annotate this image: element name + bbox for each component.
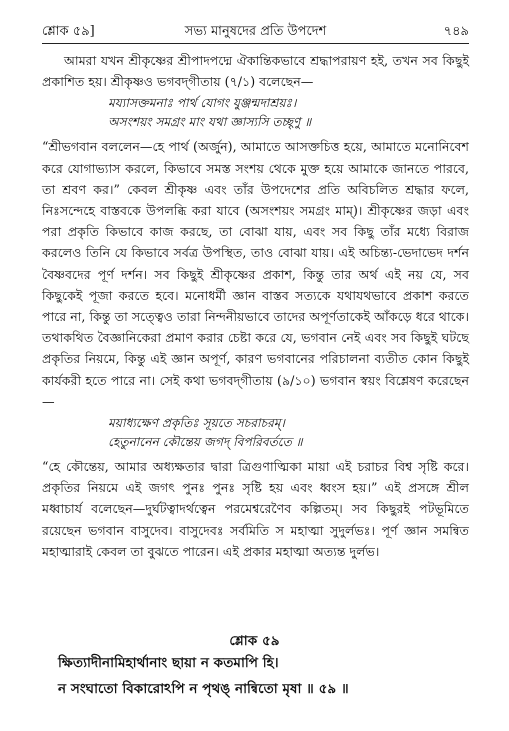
paragraph-2: “শ্রীভগবান বললেন—হে পার্থ (অর্জুন), আমাতে আসক্তচিত্ত হয়ে, আমাতে মনোনিবেশ করে যোগাভ্যাস করলে, কিভাবে সমস্ত সংশয় থেকে মুক্ত হয়ে আমাকে জানতে পারবে, তা শ্রবণ কর।” কেবল শ্রীকৃষ্ণ এবং তাঁর উপদেশের প্রতি অবিচলিত শ্রদ্ধার ফলে, নিঃসন্দেহে বাস্তবকে উপলব্ধি করা যাবে (অসংশয়ং সমগ্রং মাম্)। শ্রীকৃষ্ণের জড়া এবং পরা প্রকৃতি কিভাবে কাজ করছে, তা বোঝা যায়, এবং সব কিছু তাঁর মধ্যে বিরাজ করলেও তিনি যে কিভাবে সর্বত্র উপস্থিত, তাও বোঝা যায়। এই অচিন্ত্য-ভেদাভেদ দর্শন বৈষ্ণবদের পূর্ণ দর্শন। সব কিছুই শ্রীকৃষ্ণের প্রকাশ, কিন্তু তার অর্থ এই নয় যে, সব কিছুকেই পূজা করতে হবে। মনোধর্মী জ্ঞান বাস্তব সত্যকে যথাযথভাবে প্রকাশ করতে পারে না, কিন্তু তা সত্ত্বেও তারা নিন্দনীয়ভাবে তাদের অপূর্ণতাকেই আঁকড়ে ধরে থাকে। তথাকথিত বৈজ্ঞানিকেরা প্রমাণ করার চেষ্টা করে যে, ভগবান নেই এবং সব কিছুই ঘটছে প্রকৃতির নিয়মে, কিন্তু এই জ্ঞান অপূর্ণ, কারণ ভগবানের পরিচালনা ব্যতীত কোন কিছুই কার্যকরী হতে পারে না। সেই কথা ভগবদ্‌গীতায় (৯/১০) ভগবান স্বয়ং বিশ্লেষণ করেছেন— [42, 139, 469, 409]
header-divider [42, 43, 469, 44]
verse-line: ময্যাসক্তমনাঃ পার্থ যোগং যুঞ্জন্মদাশ্রয়ঃ। [108, 96, 297, 111]
verse-line: হেতুনানেন কৌন্তেয় জগদ্ বিপরিবর্ততে ॥ [108, 435, 303, 450]
verse-line: অসংশয়ং সমগ্রং মাং যথা জ্ঞাস্যসি তচ্ছৃণু ॥ [108, 115, 312, 130]
verse-line: ময়াধ্যক্ষেণ প্রকৃতিঃ সূয়তে সচরাচরম্। [108, 416, 285, 431]
paragraph-3: “হে কৌন্তেয়, আমার অধ্যক্ষতার দ্বারা ত্রিগুণাত্মিকা মায়া এই চরাচর বিশ্ব সৃষ্টি করে। প্রকৃতির নিয়মে এই জগৎ পুনঃ পুনঃ সৃষ্টি হয় এবং ধ্বংস হয়।” এই প্রসঙ্গে শ্রীল মধ্বাচার্য বলেছেন—দুর্ঘটত্বাদর্থত্বেন পরমেশ্বরেণৈব কল্পিতম্। সব কিছুরই পটভূমিতে রয়েছেন ভগবান বাসুদেব। বাসুদেবঃ সর্বমিতি স মহাত্মা সুদুর্লভঃ। পূর্ণ জ্ঞান সমন্বিত মহাত্মারাই কেবল তা বুঝতে পারেন। এই প্রকার মহাত্মা অত্যন্ত দুর্লভ। [42, 459, 469, 559]
quoted-verse-2 [42, 414, 469, 452]
paragraph-1: আমরা যখন শ্রীকৃষ্ণের শ্রীপাদপদ্মে ঐকান্তিকভাবে শ্রদ্ধাপরায়ণ হই, তখন সব কিছুই প্রকাশিত হয়। শ্রীকৃষ্ণও ভগবদ্‌গীতায় (৭/১) বলেছেন— [42, 53, 469, 90]
shloka-line-2: ন সংঘাতো বিকারোঽপি ন পৃথঙ্ নান্বিতো মৃষা ॥ ৫৯ ॥ [58, 681, 349, 697]
shloka-heading: শ্লোক ৫৯ [229, 633, 280, 649]
header-verse-ref: শ্লোক ৫৯] [42, 24, 95, 39]
page-header [42, 22, 469, 42]
quoted-verse-1 [42, 94, 469, 132]
page-body [42, 50, 469, 562]
header-chapter-title: সভ্য মানুষদের প্রতি উপদেশ [184, 24, 327, 39]
shloka-line-1: ক্ষিত্যাদীনামিহার্থানাং ছায়া ন কতমাপি হি। [58, 655, 279, 671]
page-number: ৭৪৯ [443, 24, 469, 39]
